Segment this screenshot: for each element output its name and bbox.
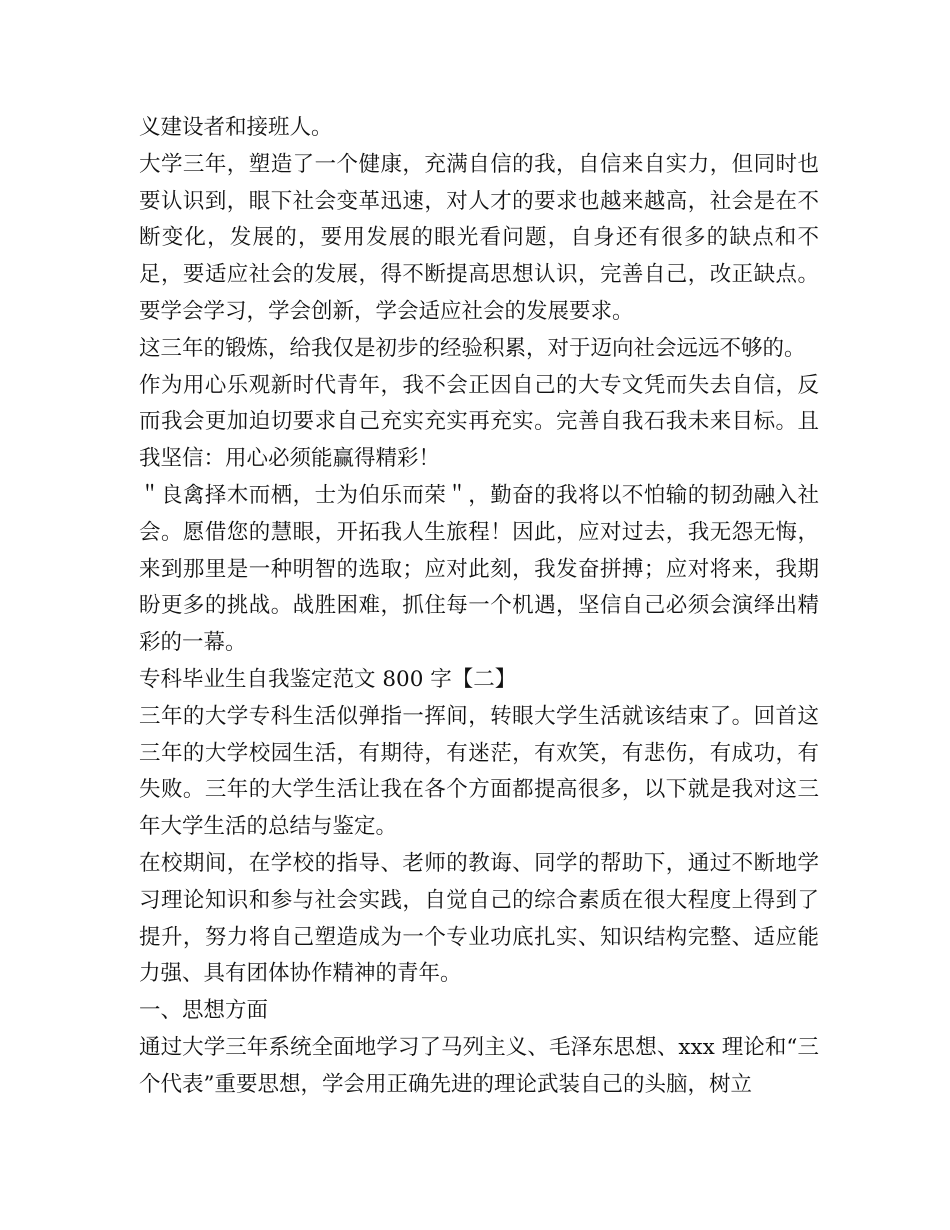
paragraph-self-confidence: 大学三年，塑造了一个健康，充满自信的我，自信来自实力，但同时也要认识到，眼下社会变革迅速，对人才的要求也越来越高，社会是在不断变化，发展的，要用发展的眼光看问题，自身还有很多的缺点和不足，要适应社会的发展，得不断提高思想认识，完善自己，改正缺点。要学会学习，学会创新，学会适应社会的发展要求。 bbox=[139, 151, 819, 324]
paragraph-experience: 这三年的锻炼，给我仅是初步的经验积累，对于迈向社会远远不够的。 bbox=[139, 335, 806, 361]
paragraph-three-years: 三年的大学专科生活似弹指一挥间，转眼大学生活就该结束了。回首这三年的大学校园生活，有期待，有迷茫，有欢笑，有悲伤，有成功，有失败。三年的大学生活让我在各个方面都提高很多，以下就是我对这三年大学生活的总结与鉴定。 bbox=[139, 703, 819, 840]
paragraph-new-era-youth: 作为用心乐观新时代青年，我不会正因自己的大专文凭而失去自信，反而我会更加迫切要求自己充实充实再充实。完善自我石我未来目标。且我坚信：用心必须能赢得精彩！ bbox=[139, 372, 819, 472]
paragraph-at-school: 在校期间，在学校的指导、老师的教诲、同学的帮助下，通过不断地学习理论知识和参与社会实践，自觉自己的综合素质在很大程度上得到了提升，努力将自己塑造成为一个专业功底扎实、知识结构完整、适应能力强、具有团体协作精神的青年。 bbox=[139, 850, 819, 987]
paragraph-theory-study: 通过大学三年系统全面地学习了马列主义、毛泽东思想、xxx 理论和“三个代表”重要思想，学会用正确先进的理论武装自己的头脑，树立 bbox=[139, 1034, 819, 1097]
paragraph-continuation: 义建设者和接班人。 bbox=[139, 115, 333, 140]
subheading-ideology: 一、思想方面 bbox=[139, 998, 269, 1024]
paragraph-proverb: ＂良禽择木而栖，士为伯乐而荣＂，勤奋的我将以不怕输的韧劲融入社会。愿借您的慧眼，开拓我人生旅程！因此，应对过去，我无怨无悔，来到那里是一种明智的选取；应对此刻，我发奋拼搏；应对将来，我期盼更多的挑战。战胜困难，抓住每一个机遇，坚信自己必须会演绎出精彩的一幕。 bbox=[139, 482, 819, 656]
section-heading-sample-two: 专科毕业生自我鉴定范文 800 字【二】 bbox=[139, 666, 517, 692]
document-body bbox=[139, 110, 819, 1104]
